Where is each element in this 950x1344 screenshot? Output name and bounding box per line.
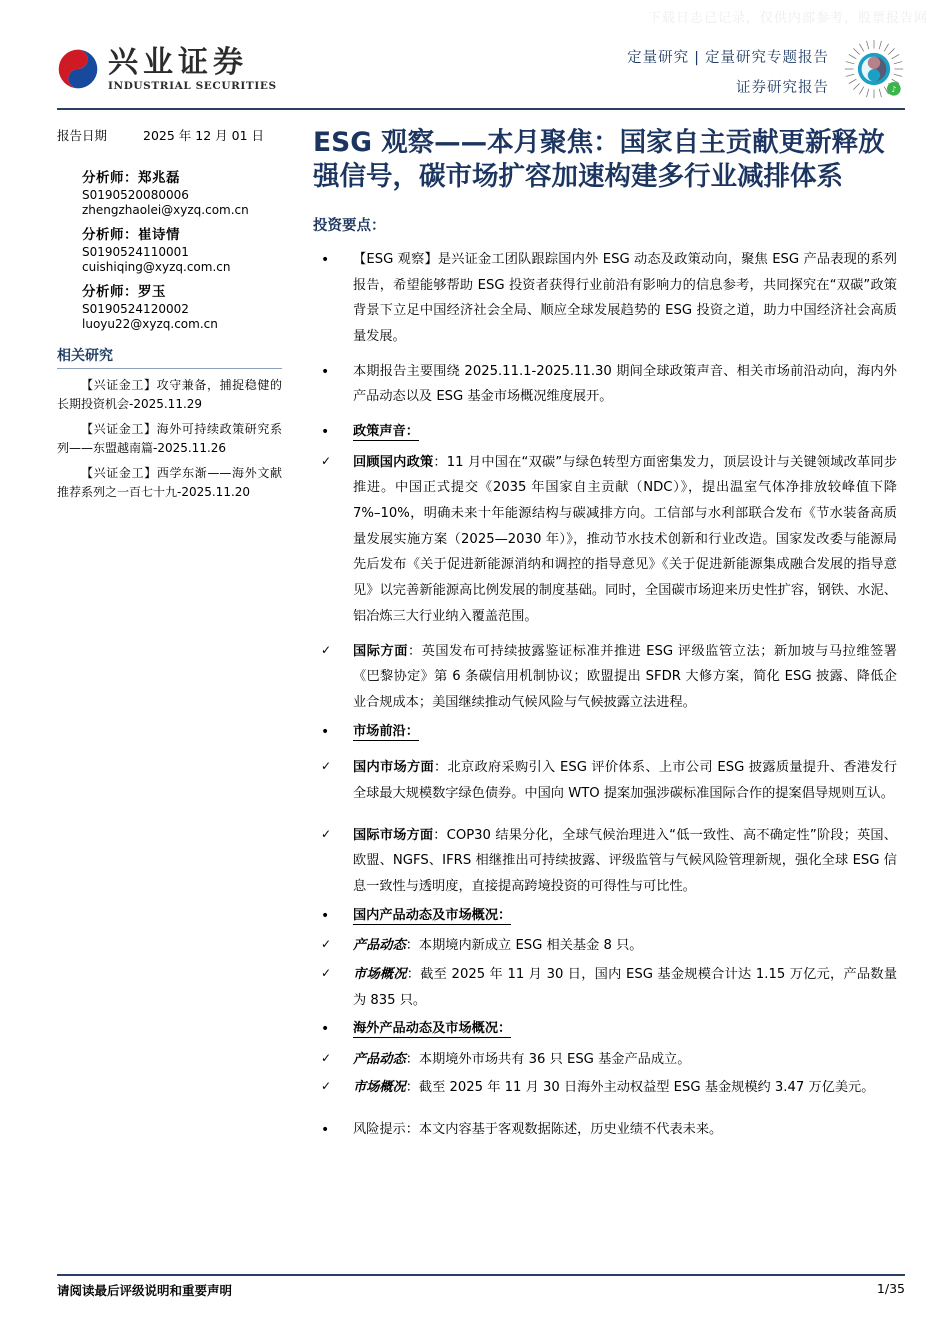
analyst-name: 分析师：罗玉: [82, 284, 166, 300]
report-date-value: 2025 年 12 月 01 日: [143, 128, 264, 143]
check-lead: 市场概况: [353, 1080, 406, 1096]
logo-wordmark: [108, 45, 277, 92]
check-point: [313, 1075, 897, 1101]
check-body: ：截至 2025 年 11 月 30 日海外主动权益型 ESG 基金规模约 3.47 万亿美元。: [405, 1080, 875, 1096]
check-point: [313, 450, 897, 630]
related-research-item[interactable]: 【兴证金工】海外可持续政策研究系列——东盟越南篇-2025.11.26: [57, 422, 282, 455]
bullet-dot-icon: •: [321, 1122, 330, 1139]
related-research-item[interactable]: 【兴证金工】攻守兼备，捕捉稳健的长期投资机会-2025.11.29: [57, 378, 282, 411]
check-text: [353, 755, 897, 806]
analyst-name: 分析师：崔诗情: [82, 227, 180, 243]
check-point: [313, 1047, 897, 1073]
page-footer: [57, 1281, 905, 1299]
bullet-text: [353, 903, 897, 929]
company-logo: [57, 45, 277, 92]
bullet-point: [313, 1016, 897, 1043]
check-point: [313, 639, 897, 716]
header-separator: |: [694, 50, 700, 66]
check-lead: 国际市场方面: [353, 827, 434, 843]
check-lead: 市场概况: [353, 966, 407, 982]
bullet-text: 【ESG 观察】是兴证金工团队跟踪国内外 ESG 动态及政策动向，聚焦 ESG 产品表现的系列报告，希望能够帮助 ESG 投资者获得行业前沿有影响力的信息参考，共同探究在“双碳”政策背景下立足中国经济社会全局、顺应全球发展趋势的 ESG 投资之道，助力中国经济社会高质量发展。: [353, 251, 897, 345]
page-header: [57, 38, 905, 106]
watermark-text: 下载日志已记录，仅供内部参考，股票报告网: [647, 11, 928, 26]
analyst-license-code: S0190524110001: [82, 245, 189, 259]
bullet-subheading: 国内产品动态及市场概况：: [353, 907, 512, 923]
main-content: [313, 126, 897, 1153]
bullet-subheading: 海外产品动态及市场概况：: [353, 1021, 512, 1037]
header-doc-type: 证券研究报告: [736, 80, 829, 96]
footer-disclaimer: 请阅读最后评级说明和重要声明: [57, 1283, 233, 1298]
check-icon: ✓: [321, 1079, 332, 1094]
sidebar: [57, 126, 282, 502]
check-icon: ✓: [321, 937, 332, 952]
footer-page-number: 1/35: [876, 1281, 905, 1296]
bullet-text: [353, 419, 897, 445]
header-category-row: [627, 46, 829, 67]
page-title: ESG 观察——本月聚焦：国家自主贡献更新释放强信号，碳市场扩容加速构建多行业减排体系: [313, 127, 885, 192]
check-text: [353, 639, 897, 716]
check-body: ：本期境内新成立 ESG 相关基金 8 只。: [405, 938, 643, 954]
check-icon: ✓: [321, 1050, 332, 1065]
check-body: ：北京政府采购引入 ESG 评价体系、上市公司 ESG 披露质量提升、香港发行全球最大规模数字绿色债券。中国向 WTO 提案加强涉碳标准国际合作的提案倡导规则互认。: [353, 760, 897, 801]
check-icon: ✓: [321, 826, 332, 841]
bullet-dot-icon: •: [321, 363, 330, 380]
check-lead: 回顾国内政策: [353, 454, 434, 470]
related-research-heading: 相关研究: [57, 345, 282, 369]
bullet-point: [313, 1117, 897, 1144]
analyst-email[interactable]: zhengzhaolei@xyzq.com.cn: [82, 203, 249, 217]
report-date: [57, 126, 282, 144]
header-category-lines: [627, 38, 843, 97]
investment-points-heading: 投资要点：: [313, 217, 386, 234]
certification-seal-icon: [843, 38, 905, 100]
check-text: [353, 1075, 897, 1101]
check-text: [353, 933, 897, 959]
bullet-point: [313, 359, 897, 410]
check-body: ：11 月中国在“双碳”与绿色转型方面密集发力，顶层设计与关键领域改革同步推进。中国正式提交《2035 年国家自主贡献（NDC）》，提出温室气体净排放较峰值下降 7%–10%，明确未来十年能源结构与碳减排方向。工信部与水利部联合发布《节水装备高质量发展实施方案（2025—2030 年）》，推动节水技术创新和行业改造。国家发改委与能源局先后发布《关于促进新能源消纳和调控的指导意见》《关于促进新能源集成融合发展的指导意见》以完善新能源高比例发展的制度基础。同时，全国碳市场迎来历史性扩容，钢铁、水泥、铝冶炼三大行业纳入覆盖范围。: [353, 454, 898, 624]
check-point: [313, 823, 897, 900]
check-body: ：本期境外市场共有 36 只 ESG 基金产品成立。: [405, 1051, 691, 1067]
header-right-block: [627, 38, 905, 100]
analyst-email[interactable]: luoyu22@xyzq.com.cn: [82, 317, 218, 331]
header-category: 定量研究: [627, 50, 690, 66]
bullet-dot-icon: •: [321, 424, 330, 441]
analyst-name: 分析师：郑兆磊: [82, 170, 180, 186]
bullet-text: 本期报告主要围绕 2025.11.1-2025.11.30 期间全球政策声音、相关市场前沿动向，海内外产品动态以及 ESG 基金市场概况维度展开。: [353, 363, 897, 405]
bullet-dot-icon: •: [321, 907, 330, 924]
check-text: [353, 450, 897, 630]
related-research-item[interactable]: 【兴证金工】西学东渐——海外文献推荐系列之一百七十九-2025.11.20: [57, 466, 282, 499]
analyst-entry: [57, 280, 282, 331]
bullet-text: [353, 719, 897, 745]
check-icon: ✓: [321, 759, 332, 774]
check-icon: ✓: [321, 453, 332, 468]
analyst-license-code: S0190524120002: [82, 302, 189, 316]
analyst-license-code: S0190520080006: [82, 188, 189, 202]
check-body: ：截至 2025 年 11 月 30 日，国内 ESG 基金规模合计达 1.15 万亿元，产品数量为 835 只。: [353, 966, 898, 1008]
bullet-point: [313, 719, 897, 746]
check-lead: 国际方面: [353, 643, 408, 659]
bullet-subheading: 市场前沿：: [353, 723, 419, 739]
footer-divider: [57, 1274, 905, 1276]
check-point: [313, 755, 897, 806]
check-text: [353, 962, 897, 1013]
industrial-securities-logo-icon: [57, 48, 99, 90]
analyst-entry: [57, 223, 282, 274]
check-body: ：COP30 结果分化，全球气候治理进入“低一致性、高不确定性”阶段；英国、欧盟、NGFS、IFRS 相继推出可持续披露、评级监管与气候风险管理新规，强化全球 ESG 信息一致性与透明度，直接提高跨境投资的可得性与可比性。: [353, 827, 897, 895]
svg-text:♪: ♪: [891, 84, 897, 94]
bullet-dot-icon: •: [321, 723, 330, 740]
bullet-point: [313, 903, 897, 930]
check-text: [353, 823, 897, 900]
bullet-point: [313, 419, 897, 446]
header-subcategory: 定量研究专题报告: [705, 50, 829, 66]
bullet-point: [313, 247, 897, 350]
check-lead: 国内市场方面: [353, 760, 434, 776]
analyst-email[interactable]: cuishiqing@xyzq.com.cn: [82, 260, 231, 274]
check-text: [353, 1047, 897, 1073]
bullet-dot-icon: •: [321, 251, 330, 268]
bullet-subheading: 政策声音：: [353, 424, 419, 440]
header-divider: [57, 108, 905, 110]
analyst-entry: [57, 166, 282, 217]
check-lead: 产品动态: [353, 938, 406, 954]
check-lead: 产品动态: [353, 1051, 406, 1067]
check-point: [313, 933, 897, 959]
check-body: ：英国发布可持续披露鉴证标准并推进 ESG 评级监管立法；新加坡与马拉维签署《巴黎协定》第 6 条碳信用机制协议；欧盟提出 SFDR 大修方案，简化 ESG 披露、降低企业合规成本；美国继续推动气候风险与气候披露立法进程。: [353, 643, 897, 711]
check-point: [313, 962, 897, 1013]
logo-chinese-name: 兴业证券: [108, 45, 248, 80]
logo-english-name: INDUSTRIAL SECURITIES: [108, 79, 277, 92]
report-date-label: 报告日期: [57, 128, 108, 143]
check-icon: ✓: [321, 965, 332, 980]
bullet-text: 风险提示：本文内容基于客观数据陈述，历史业绩不代表未来。: [353, 1122, 723, 1138]
bullet-dot-icon: •: [321, 1021, 330, 1038]
bullet-text: [353, 1016, 897, 1042]
check-icon: ✓: [321, 642, 332, 657]
